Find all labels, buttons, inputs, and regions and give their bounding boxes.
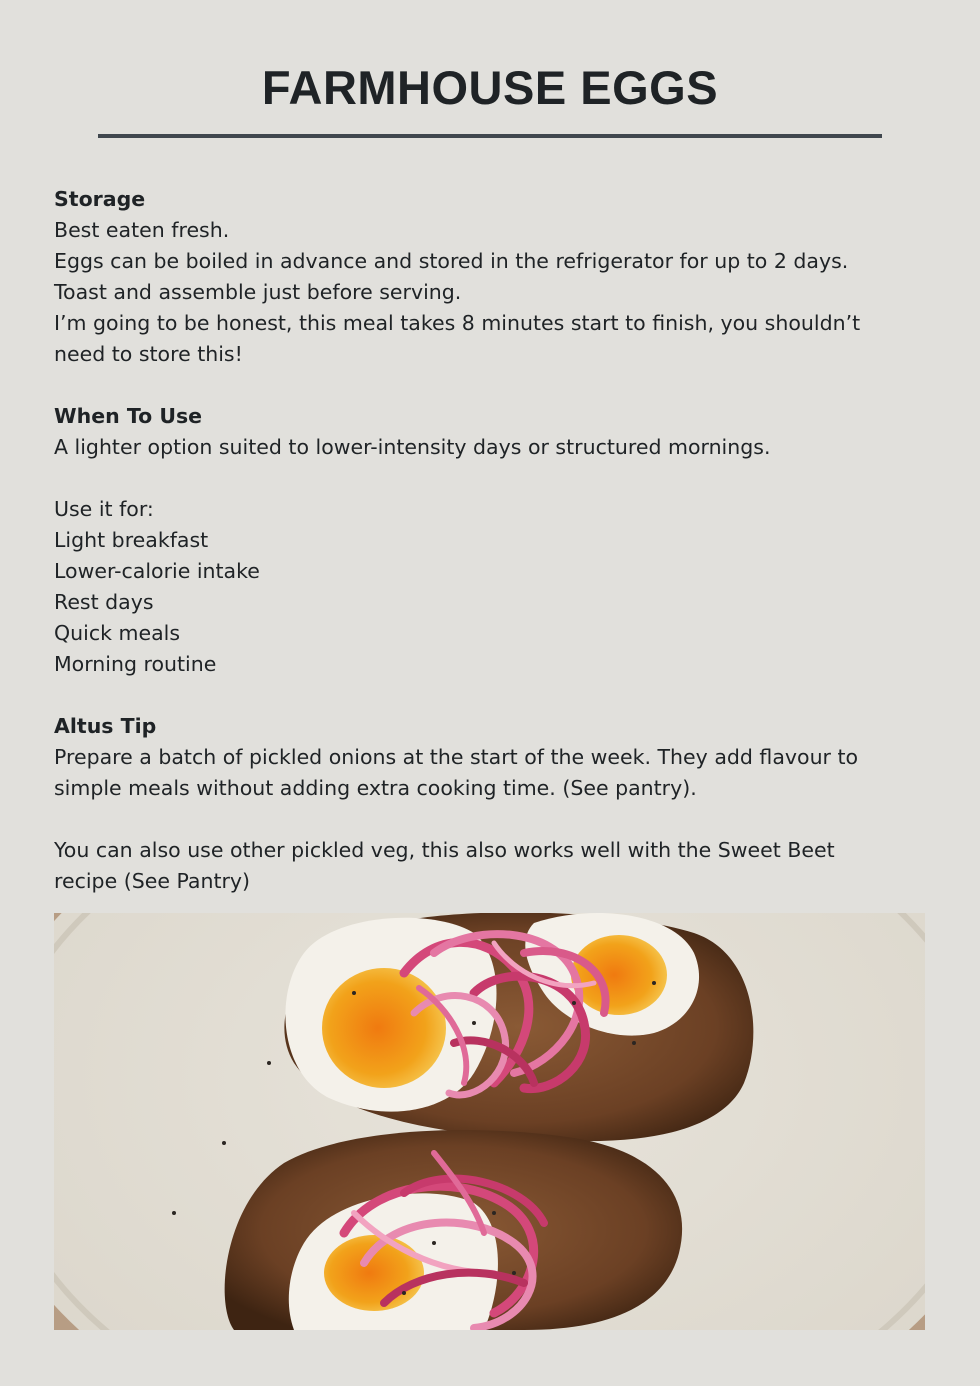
altus-tip-line: simple meals without adding extra cooking time. (See pantry). — [54, 776, 697, 800]
use-it-for-item: Lower-calorie intake — [54, 559, 260, 583]
use-it-for-item: Light breakfast — [54, 528, 209, 552]
use-it-for-item: Rest days — [54, 590, 154, 614]
altus-tip-section — [54, 711, 934, 804]
recipe-notes — [54, 184, 934, 897]
storage-line: Eggs can be boiled in advance and stored in the refrigerator for up to 2 days. — [54, 249, 849, 273]
recipe-photo — [54, 913, 925, 1330]
title-divider — [98, 134, 882, 138]
when-to-use-heading: When To Use — [54, 404, 203, 428]
altus-tip-line: Prepare a batch of pickled onions at the start of the week. They add flavour to — [54, 745, 859, 769]
storage-line: Toast and assemble just before serving. — [54, 280, 462, 304]
extra-note-line: You can also use other pickled veg, this also works well with the Sweet Beet — [54, 838, 835, 862]
use-it-for-item: Quick meals — [54, 621, 181, 645]
extra-note-section — [54, 835, 934, 897]
storage-line: I’m going to be honest, this meal takes 8 minutes start to finish, you shouldn’t — [54, 311, 861, 335]
use-it-for-intro: Use it for: — [54, 497, 154, 521]
page-title: FARMHOUSE EGGS — [261, 61, 719, 114]
when-to-use-line: A lighter option suited to lower-intensity days or structured mornings. — [54, 435, 771, 459]
storage-line: Best eaten fresh. — [54, 218, 230, 242]
use-it-for-item: Morning routine — [54, 652, 217, 676]
use-it-for-section — [54, 494, 934, 680]
storage-line: need to store this! — [54, 342, 243, 366]
extra-note-line: recipe (See Pantry) — [54, 869, 251, 893]
storage-heading: Storage — [54, 187, 146, 211]
storage-section — [54, 184, 934, 370]
altus-tip-heading: Altus Tip — [54, 714, 157, 738]
when-to-use-section — [54, 401, 934, 463]
